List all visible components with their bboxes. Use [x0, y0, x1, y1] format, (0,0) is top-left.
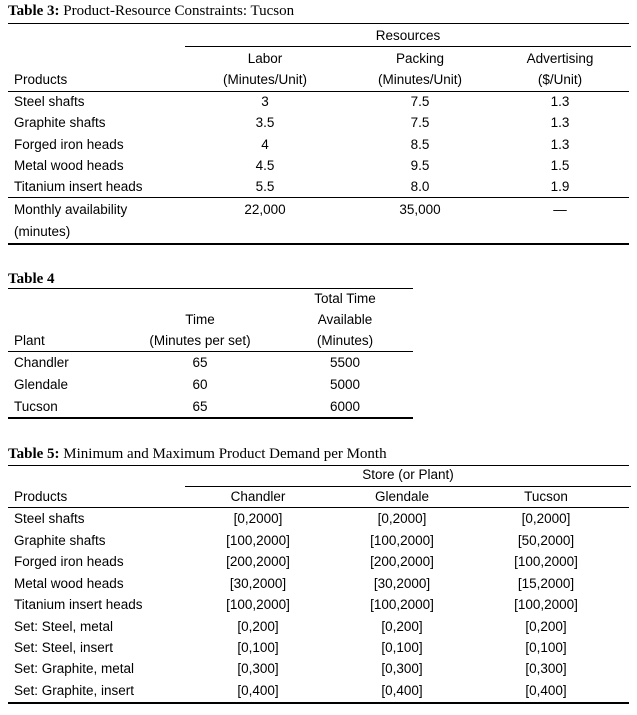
table5-tucson: [0,200] [525, 619, 567, 634]
table5-tucson: [100,2000] [514, 554, 578, 569]
table3-product: Graphite shafts [14, 115, 106, 130]
table3-product: Forged iron heads [14, 137, 124, 152]
table5-group-header: Store (or Plant) [362, 467, 454, 482]
table5-product: Titanium insert heads [14, 597, 143, 612]
table3-advertising: 1.3 [550, 115, 570, 130]
table3-availability-packing: 35,000 [399, 202, 441, 217]
table5-chandler: [100,2000] [226, 533, 290, 548]
table4-time: 65 [192, 355, 208, 370]
table5-tucson: [0,100] [525, 640, 567, 655]
table3-packing: 8.0 [410, 179, 430, 194]
table3-advertising: 1.3 [550, 94, 570, 109]
table4-total: 5500 [329, 355, 361, 370]
table3-col-packing-line1: Packing [395, 51, 445, 66]
table3-product: Metal wood heads [14, 158, 124, 173]
table4-time: 60 [192, 377, 208, 392]
table4-col-time-line2: (Minutes per set) [149, 333, 251, 348]
table5-glendale: [0,100] [381, 640, 423, 655]
table5-chandler: [0,400] [237, 683, 279, 698]
table5-chandler: [100,2000] [226, 597, 290, 612]
table3-col-advertising-line2: ($/Unit) [537, 72, 583, 87]
table4-col-plant: Plant [14, 333, 45, 348]
table5-header-rule [8, 507, 629, 508]
table3-col-labor-line2: (Minutes/Unit) [222, 72, 308, 87]
table3-advertising: 1.9 [550, 179, 570, 194]
table3-product: Titanium insert heads [14, 179, 143, 194]
table5-chandler: [30,2000] [229, 576, 287, 591]
table4-total: 6000 [329, 399, 361, 414]
table5-group-rule [185, 486, 631, 487]
table5-tucson: [100,2000] [514, 597, 578, 612]
table5-bottom-rule [8, 702, 629, 704]
table4-total: 5000 [329, 377, 361, 392]
table3-header-rule [8, 91, 629, 92]
table4-caption: Table 4 [8, 271, 55, 287]
table3-packing: 9.5 [410, 158, 430, 173]
table5-glendale: [100,2000] [370, 533, 434, 548]
table5-glendale: [0,300] [381, 661, 423, 676]
table5-product: Metal wood heads [14, 576, 124, 591]
table4-bottom-rule [8, 417, 413, 419]
table3-packing: 7.5 [410, 115, 430, 130]
table4-plant: Glendale [14, 377, 69, 392]
table5-product: Set: Steel, insert [14, 640, 114, 655]
table5-glendale: [200,2000] [370, 554, 434, 569]
table3-labor: 3.5 [255, 115, 275, 130]
table3-labor: 3 [261, 94, 269, 109]
table3-body-rule [8, 197, 629, 198]
table3-col-advertising-line1: Advertising [526, 51, 594, 66]
table3-caption-text: Product-Resource Constraints: Tucson [63, 3, 295, 19]
table5-caption [8, 445, 387, 463]
table3-caption-label: Table 3: [8, 3, 60, 19]
table4-col-total-line2: Available [317, 312, 373, 327]
table5-chandler: [200,2000] [226, 554, 290, 569]
table5-col-glendale: Glendale [374, 489, 430, 504]
table5-glendale: [30,2000] [373, 576, 431, 591]
table3-availability-advertising: — [553, 202, 567, 217]
table3-labor: 4.5 [255, 158, 275, 173]
table4-top-rule [8, 288, 413, 289]
table3-packing: 8.5 [410, 137, 430, 152]
table5-tucson: [15,2000] [517, 576, 575, 591]
table5-product: Set: Steel, metal [14, 619, 114, 634]
table4-plant: Tucson [14, 399, 58, 414]
table5-tucson: [50,2000] [517, 533, 575, 548]
table5-chandler: [0,100] [237, 640, 279, 655]
table3-col-packing-line2: (Minutes/Unit) [377, 72, 463, 87]
table5-glendale: [0,400] [381, 683, 423, 698]
table5-chandler: [0,300] [237, 661, 279, 676]
table3-caption [8, 2, 294, 20]
table5-chandler: [0,200] [237, 619, 279, 634]
table3-availability-label-line2: (minutes) [14, 224, 71, 239]
table3-advertising: 1.3 [550, 137, 570, 152]
table5-col-chandler: Chandler [230, 489, 286, 504]
table5-tucson: [0,400] [525, 683, 567, 698]
table5-caption-text: Minimum and Maximum Product Demand per Month [63, 446, 387, 462]
table3-availability-label-line1: Monthly availability [14, 202, 128, 217]
table3-packing: 7.5 [410, 94, 430, 109]
table4-col-total-line3: (Minutes) [316, 333, 374, 348]
table4-header-rule [8, 351, 413, 352]
table5-caption-label: Table 5: [8, 446, 60, 462]
table5-glendale: [0,2000] [377, 511, 427, 526]
table4-col-time-line1: Time [185, 312, 215, 327]
table3-group-header: Resources [375, 28, 441, 43]
table3-availability-labor: 22,000 [244, 202, 286, 217]
table5-chandler: [0,2000] [233, 511, 283, 526]
table3-col-labor-line1: Labor [247, 51, 283, 66]
table3-labor: 5.5 [255, 179, 275, 194]
table4-time: 65 [192, 399, 208, 414]
table5-tucson: [0,300] [525, 661, 567, 676]
table5-tucson: [0,2000] [521, 511, 571, 526]
table3-bottom-rule [8, 243, 629, 245]
table5-col-tucson: Tucson [524, 489, 568, 504]
table3-advertising: 1.5 [550, 158, 570, 173]
table5-product: Set: Graphite, metal [14, 661, 135, 676]
table5-product: Steel shafts [14, 511, 85, 526]
table5-product: Forged iron heads [14, 554, 124, 569]
table3-top-rule [8, 23, 629, 24]
table3-col-products: Products [14, 72, 68, 87]
table3-product: Steel shafts [14, 94, 85, 109]
table3-group-rule [185, 46, 631, 47]
table4-col-total-line1: Total Time [314, 291, 376, 306]
table4-plant: Chandler [14, 355, 69, 370]
table5-product: Graphite shafts [14, 533, 106, 548]
table3-labor: 4 [261, 137, 269, 152]
table5-col-products: Products [14, 489, 68, 504]
table5-product: Set: Graphite, insert [14, 683, 135, 698]
table5-glendale: [0,200] [381, 619, 423, 634]
table5-glendale: [100,2000] [370, 597, 434, 612]
